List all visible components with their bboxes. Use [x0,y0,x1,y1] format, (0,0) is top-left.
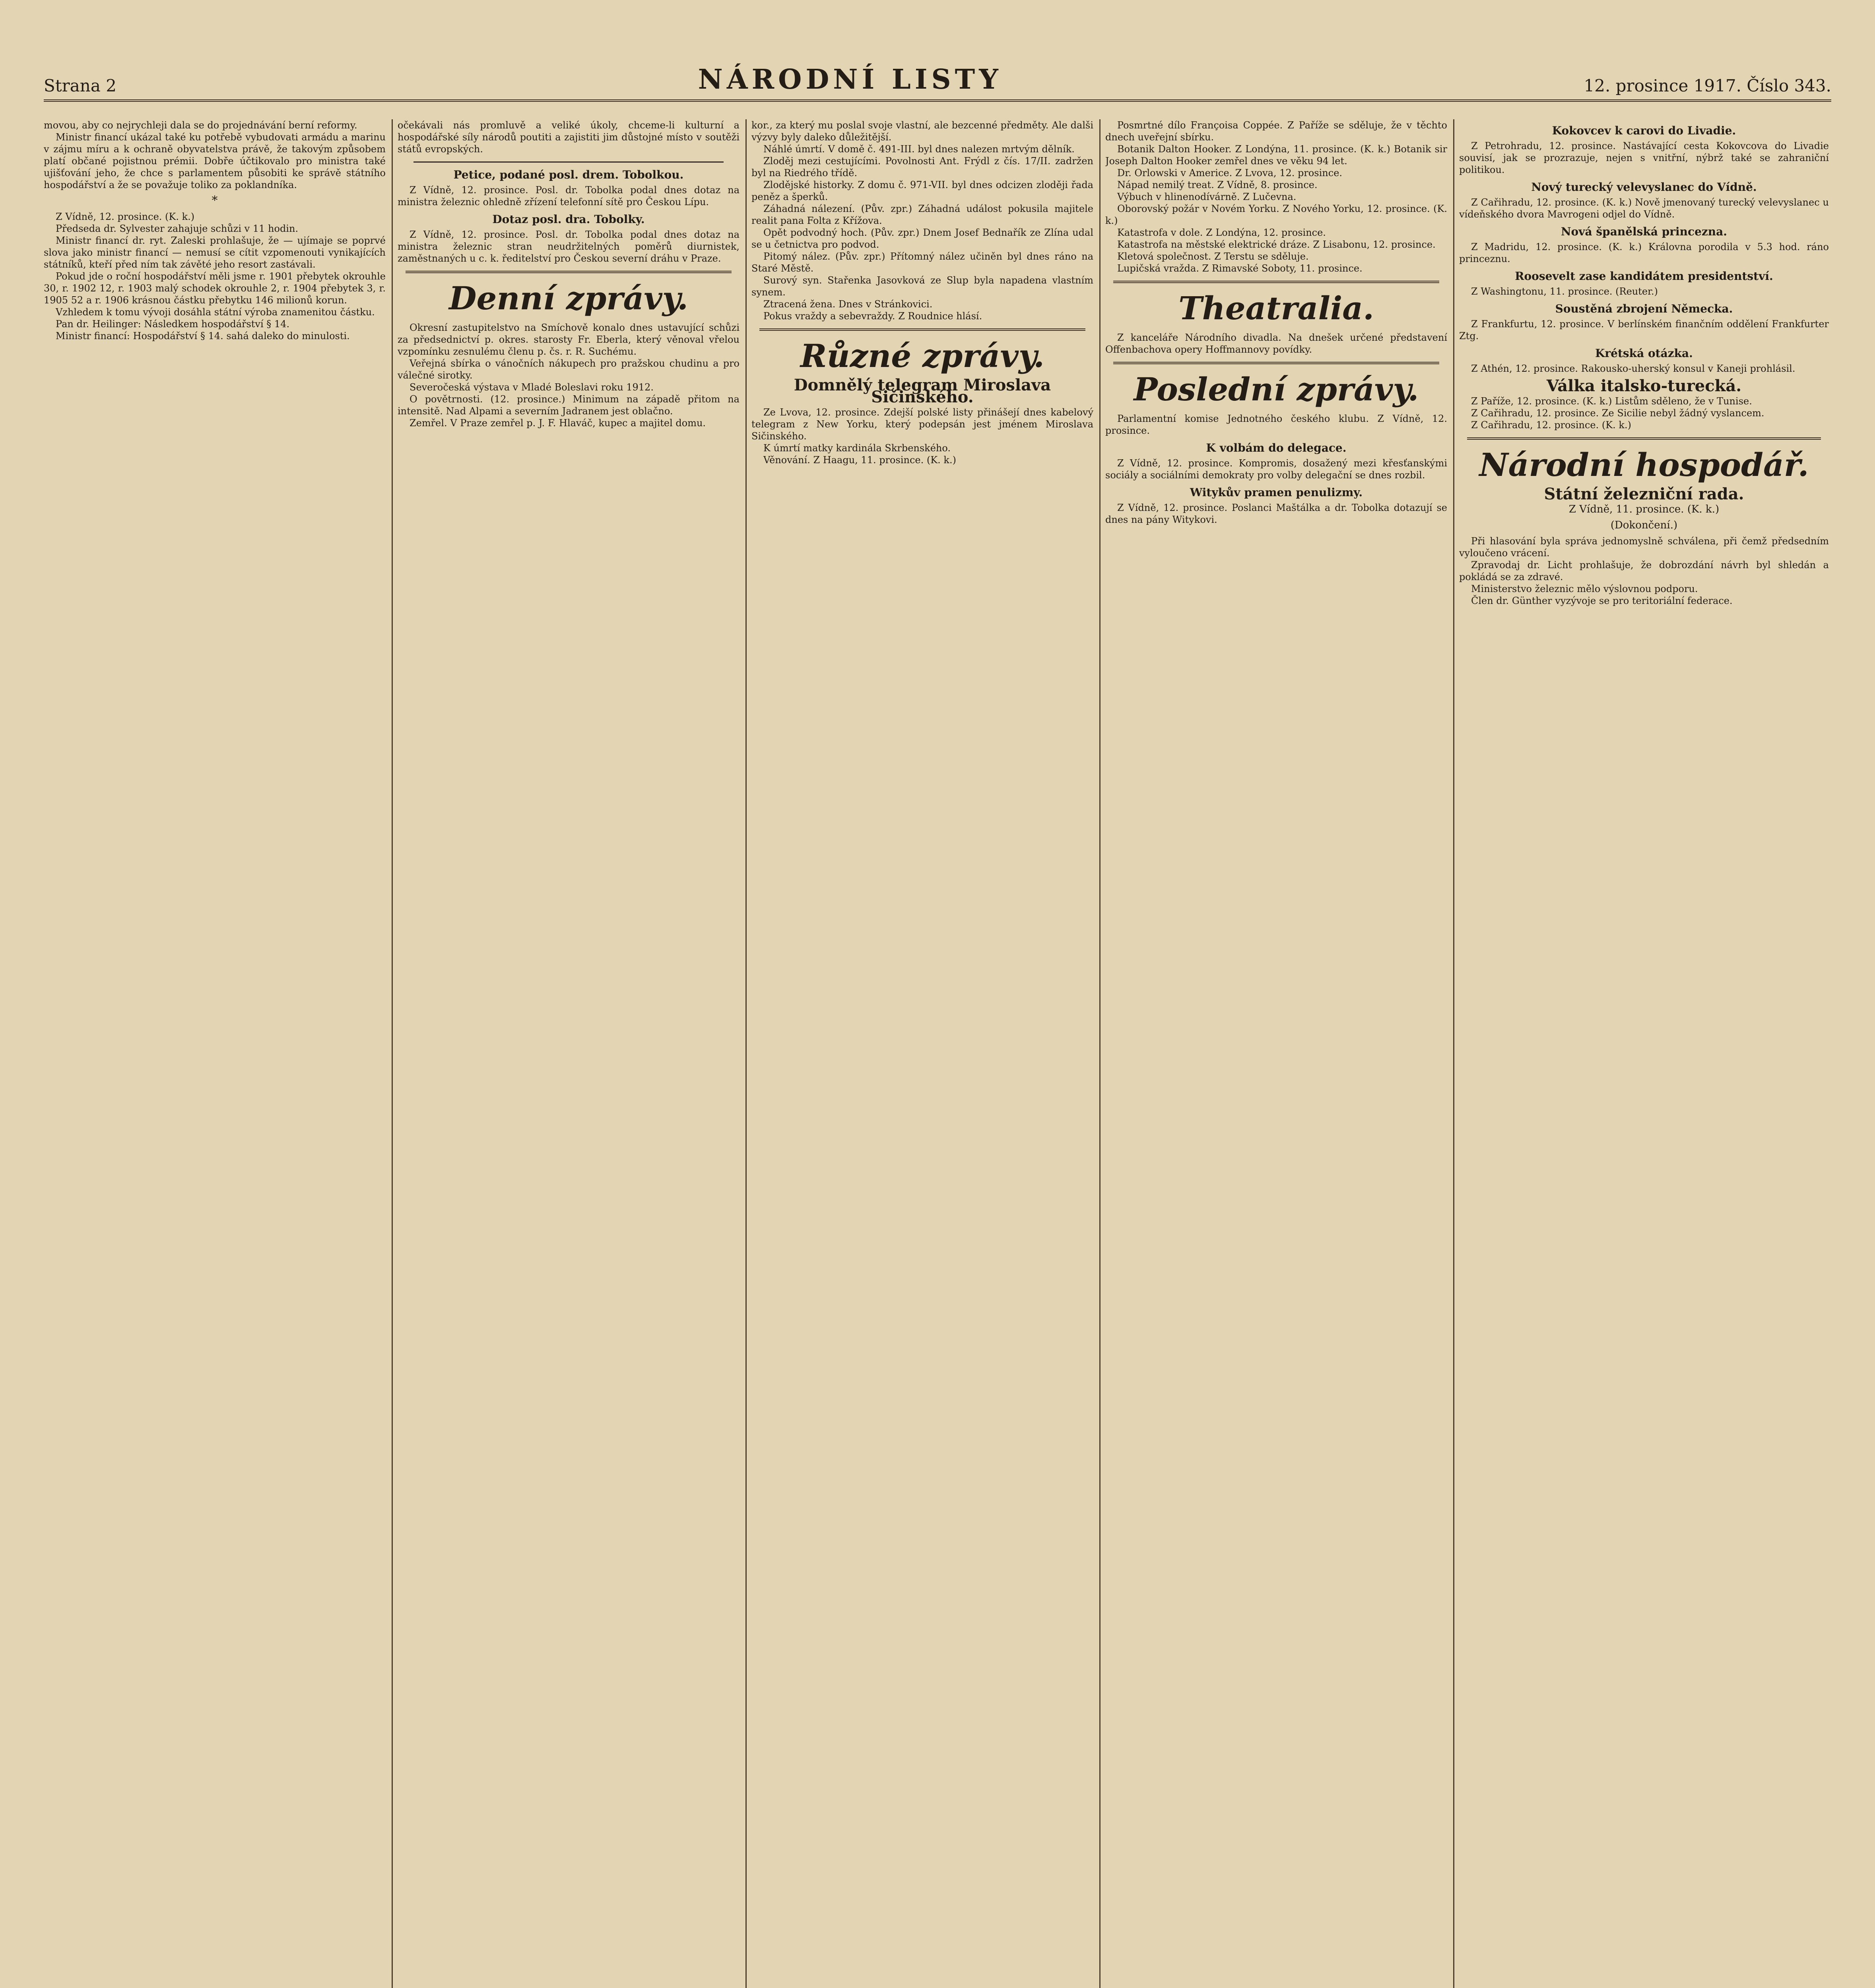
paragraph: Severočeská výstava v Mladé Boleslavi roku 1912. [410,382,654,393]
paragraph: očekávali nás promluvě a veliké úkoly, chceme-li kulturní a hospodářské síly národů poutiti a zajistiti jim důstojné místo v soutěži států evropských. [398,120,740,155]
paragraph: Posmrtné dílo Françoisa Coppée. Z Paříže se sděluje, že v těchto dnech uveřejní sbírku. [1105,120,1447,143]
paragraph: Z Madridu, 12. prosince. (K. k.) Královna porodila v 5.3 hod. ráno princeznu. [1459,241,1829,264]
column-rule [1099,119,1101,1988]
paragraph: Dr. Orlowski v Americe. Z Lvova, 12. prosince. [1117,167,1343,179]
paragraph: Z Petrohradu, 12. prosince. Nastávající cesta Kokovcova do Livadie souvisí, jak se prozrazuje, nejen s vnitřní, nýbrž také se zahraniční politikou. [1459,140,1829,175]
paragraph: Pokud jde o roční hospodářství měli jsme r. 1901 přebytek okrouhle 30, r. 1902 12, r. 1903 malý schodek okrouhle 2, r. 1904 přebytek 3, r. 1905 52 a r. 1906 krásnou částku přebytku 146 milionů korun. [44,271,386,306]
paragraph: Lupičská vražda. Z Rimavské Soboty, 11. prosince. [1117,263,1363,274]
paragraph: Z Washingtonu, 11. prosince. (Reuter.) [1471,286,1658,297]
paragraph: Ze Lvova, 12. prosince. Zdejší polské listy přinášejí dnes kabelový telegram z New Yorku, který podepsán jest jménem Miroslava Sičinského. [751,407,1093,442]
paragraph: Z Vídně, 12. prosince. Poslanci Maštálka a dr. Tobolka dotazují se dnes na pány Witykovi. [1105,502,1447,525]
article-heading: Krétská otázka. [1595,347,1693,360]
paragraph: Záhadná nálezení. (Pův. zpr.) Záhadná událost pokusila majitele realit pana Folta z Křížova. [751,203,1093,226]
section-heading: Theatralia. [1178,289,1374,327]
paragraph: Okresní zastupitelstvo na Smíchově konalo dnes ustavující schůzi za předsednictví p. okres. starosty Fr. Eberla, který věnoval vřelou vzpomínku zesnulému členu p. čs. r. R. Suchému. [398,322,740,357]
article-heading: Dotaz posl. dra. Tobolky. [492,213,645,226]
paragraph: Surový syn. Stařenka Jasovková ze Slup byla napadena vlastním synem. [751,275,1093,298]
paragraph: Z kanceláře Národního divadla. Na dnešek určené představení Offenbachova opery Hoffmannovy povídky. [1105,332,1447,355]
paragraph: Pitomý nález. (Pův. zpr.) Přítomný nález učiněn byl dnes ráno na Staré Městě. [751,251,1093,274]
paragraph: Náhlé úmrtí. V domě č. 491-III. byl dnes nalezen mrtvým dělník. [763,144,1075,155]
paragraph: Opět podvodný hoch. (Pův. zpr.) Dnem Josef Bednařík ze Zlína udal se u četnictva pro podvod. [751,227,1093,250]
article-heading: Nová španělská princezna. [1561,225,1727,238]
article-heading: Petice, podané posl. drem. Tobolkou. [453,168,684,181]
paragraph: Ministr financí: Hospodářství § 14. sahá daleko do minulosti. [56,330,350,342]
paragraph: Nápad nemilý treat. Z Vídně, 8. prosince. [1117,179,1318,190]
paragraph: Z Frankfurtu, 12. prosince. V berlínském finančním oddělení Frankfurter Ztg. [1459,318,1829,342]
article-heading: K volbám do delegace. [1206,441,1347,454]
paragraph: Ztracená žena. Dnes v Stránkovici. [763,299,933,310]
dateline: Z Vídně, 11. prosince. (K. k.) [1568,503,1720,515]
divider [1113,281,1439,283]
newspaper-title: NÁRODNÍ LISTY [698,64,1002,95]
paragraph: Katastrofa na městské elektrické dráze. Z Lisabonu, 12. prosince. [1117,239,1436,250]
issue-date: 12. prosince 1917. Číslo 343. [1584,76,1831,95]
separator: * [212,194,218,208]
section-heading: Denní zprávy. [449,280,688,317]
article-heading: Witykův pramen penulizmy. [1190,486,1363,499]
section-heading: Různé zprávy. [800,337,1044,375]
column-2 [398,119,740,1988]
section-heading: Poslední zprávy. [1134,371,1419,408]
paragraph: Vzhledem k tomu vývoji dosáhla státní výroba znamenitou částku. [56,307,375,318]
section-heading: Národní hospodář. [1479,446,1809,483]
column-rule [392,119,393,1988]
paragraph: K úmrtí matky kardinála Skrbenského. [763,443,951,454]
page-number: Strana 2 [44,76,116,95]
paragraph: Z Vídně, 12. prosince. Kompromis, dosažený mezi křesťanskými sociály a sociálními demokraty pro volby delegační se dnes rozbil. [1105,458,1447,481]
paragraph: movou, aby co nejrychleji dala se do projednávání berní reformy. [44,120,357,131]
paragraph: Pan dr. Heilinger: Následkem hospodářství § 14. [56,318,290,330]
paragraph: Výbuch v hlinenodívárně. Z Lučevna. [1117,191,1297,202]
paragraph: Parlamentní komise Jednotného českého klubu. Z Vídně, 12. prosince. [1105,413,1447,436]
article-heading: Nový turecký velevyslanec do Vídně. [1531,181,1757,194]
column-rule [1453,119,1454,1988]
article-heading: Domnělý telegram Miroslava Sičinského. [794,376,1051,406]
paragraph: Pokus vraždy a sebevraždy. Z Roudnice hlásí. [763,311,982,322]
article-heading: Soustěná zbrojení Německa. [1555,302,1733,315]
paragraph: Kletová společnost. Z Terstu se sděluje. [1117,251,1309,262]
paragraph: Z Paříže, 12. prosince. (K. k.) Listům sděleno, že v Tunise. [1471,396,1752,407]
paragraph: Botanik Dalton Hooker. Z Londýna, 11. prosince. (K. k.) Botanik sir Joseph Dalton Hooker zemřel dnes ve věku 94 let. [1105,144,1447,167]
divider [413,161,724,163]
article-heading: Státní železniční rada. [1544,485,1744,503]
paragraph: Veřejná sbírka o vánočních nákupech pro pražskou chudinu a pro válečné sirotky. [398,358,740,381]
divider [759,328,1085,331]
paragraph: Z Vídně, 12. prosince. Posl. dr. Tobolka podal dnes dotaz na ministra železnic stran neudržitelných poměrů diurnistek, zaměstnaných u c. k. ředitelství pro Českou severní dráhu v Praze. [398,229,740,264]
section-heading: Válka italsko-turecká. [1546,377,1742,395]
paragraph: Předseda dr. Sylvester zahajuje schůzi v 11 hodin. [56,223,299,234]
column-4 [1105,119,1447,1988]
paragraph: kor., za který mu poslal svoje vlastní, ale bezcenné předměty. Ale dalši výzvy byly daleko důležitější. [751,120,1093,143]
column-rule [745,119,747,1988]
divider [406,271,732,273]
column-3 [751,119,1093,1988]
paragraph: Z Vídně, 12. prosince. Posl. dr. Tobolka podal dnes dotaz na ministra železnic ohledně zřízení telefonní sítě pro Českou Lípu. [398,184,740,208]
paragraph: Z Cařihradu, 12. prosince. Ze Sicilie nebyl žádný vyslancem. [1471,408,1764,419]
dateline: Z Vídně, 12. prosince. (K. k.) [56,211,195,222]
paragraph: Zpravodaj dr. Licht prohlašuje, že dobrozdání návrh byl shledán a pokládá se za zdravé. [1459,559,1829,582]
masthead [44,60,1831,102]
column-1 [44,119,386,1988]
paragraph: Ministr financí ukázal také ku potřebě vybudovati armádu a marinu v zájmu míru a k ochraně obyvatelstva právě, že takovým způsobem platí občané pojistnou prémii. Dobře účtikovalo pro ministra také ujišťování jeho, že chce s parlamentem působiti ke správě státního hospodářství a že se považuje toliko za poklandníka. [44,132,386,190]
article-heading: Roosevelt zase kandidátem presidentství. [1515,270,1773,283]
paragraph: Oborovský požár v Novém Yorku. Z Nového Yorku, 12. prosince. (K. k.) [1105,203,1447,226]
article-heading: Kokovcev k carovi do Livadie. [1552,124,1736,137]
paragraph: Z Athén, 12. prosince. Rakousko-uherský konsul v Kaneji prohlásil. [1471,363,1795,374]
divider [1467,437,1821,440]
paragraph: Z Cařihradu, 12. prosince. (K. k.) Nově jmenovaný turecký velevyslanec u vídeňského dvora Mavrogeni odjel do Vídně. [1459,197,1829,220]
divider [1113,362,1439,364]
continuation-note: (Dokončení.) [1610,519,1678,531]
paragraph: Zlodějské historky. Z domu č. 971-VII. byl dnes odcizen zloději řada peněz a šperků. [751,179,1093,202]
paragraph: Ministerstvo železnic mělo výslovnou podporu. [1471,583,1698,594]
paragraph: Z Cařihradu, 12. prosince. (K. k.) [1471,419,1631,431]
paragraph: O povětrnosti. (12. prosince.) Minimum na západě přitom na intensitě. Nad Alpami a severním Jadranem jest oblačno. [398,394,740,417]
paragraph: Při hlasování byla správa jednomyslně schválena, při čemž předsedním vyloučeno vrácení. [1459,536,1829,559]
paragraph: Ministr financí dr. ryt. Zaleski prohlašuje, že — ujímaje se poprvé slova jako ministr financí — nemusí se cítit vzpomenouti vynikajících státníků, kteří před ním tak závěté jeho resort zastávali. [44,235,386,270]
paragraph: Věnování. Z Haagu, 11. prosince. (K. k.) [763,454,956,466]
paragraph: Člen dr. Günther vyzývoje se pro teritoriální federace. [1471,595,1733,606]
paragraph: Katastrofa v dole. Z Londýna, 12. prosince. [1117,227,1326,238]
paragraph: Zloděj mezi cestujícími. Povolnosti Ant. Frýdl z čís. 17/II. zadržen byl na Riedrého třídě. [751,155,1093,179]
paragraph: Zemřel. V Praze zemřel p. J. F. Hlaváč, kupec a majitel domu. [410,417,706,429]
column-5 [1459,119,1829,1988]
